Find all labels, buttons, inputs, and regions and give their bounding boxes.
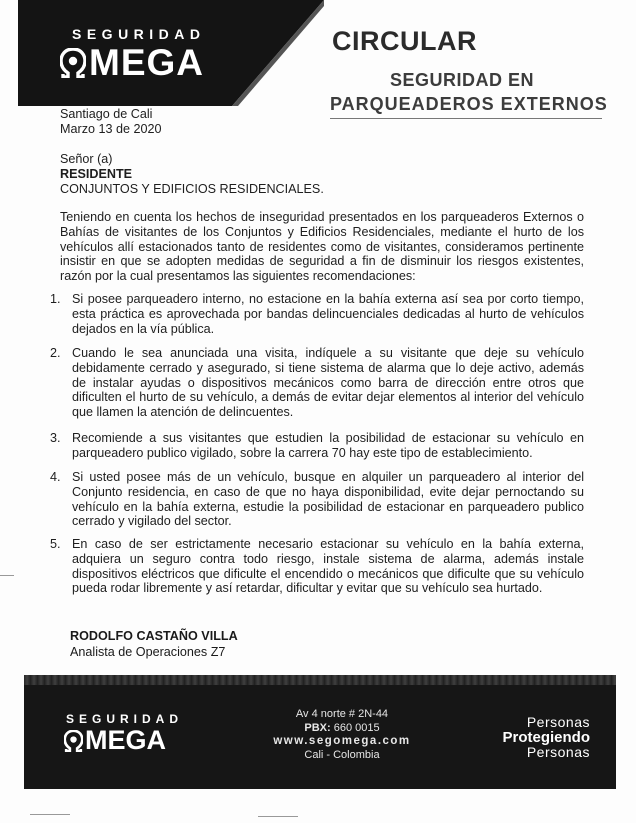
place-date [60,107,162,137]
item-text: Recomiende a sus visitantes que estudien la posibilidad de estacionar su vehículo en parqueadero publico vigilado, sobre la carrera 70 hay este tipo de establecimiento. [72,431,584,460]
item-number: 3. [50,431,61,445]
intro-paragraph: Teniendo en cuenta los hechos de inseguridad presentados en los parqueaderos Externos o Bahías de visitantes de los Conjuntos y Edificios Residenciales, mediante el hurto de los vehículos allí estacionados tanto de residentes como de visitantes, consideramos pertinente insistir en que se adopten medidas de seguridad a fin de disminuir los riesgos existentes, razón por la cual presentamos las siguientes recomendaciones: [60,210,584,284]
omega-shield-icon [60,48,86,78]
item-text: Cuando le sea anunciada una visita, indíquele a su visitante que deje su vehículo debidamente cerrado y asegurado, si tiene sistema de alarma que lo deje activo, además de instalar ayudas o dispositivos mecánicos como barra de dirección entre otros que dificulten el hurto de su vehículo, a demás de evitar dejar elementos al interior del vehículo que llamen la atención de delincuentes. [72,346,584,420]
slogan-line3: Personas [526,744,590,760]
signer-role: Analista de Operaciones Z7 [70,645,226,659]
scan-artifact [30,814,70,815]
logo-tagline: SEGURIDAD [72,26,206,42]
omega-shield-icon [64,730,83,752]
footer-logo-wordmark: MEGA [85,725,166,755]
item-text: Si posee parqueadero interno, no estacione en la bahía externa así sea por corto tiempo, esta práctica es aprovechada por bandas delincuenciales dedicadas al hurto de vehículos dejados en la vía pública. [72,292,584,336]
slogan-line1: Personas [526,714,590,730]
item-number: 4. [50,470,61,484]
slogan-line2: Protegiendo [502,729,590,746]
pbx-number: 660 0015 [333,721,380,734]
company-logo [60,42,204,84]
signature-block [70,628,238,660]
signer-name: RODOLFO CASTAÑO VILLA [70,629,238,643]
city: Cali - Colombia [304,748,380,761]
slogan [490,715,590,759]
logo-wordmark: MEGA [89,42,204,83]
document-title: CIRCULAR [332,26,477,56]
phone-line [252,722,432,736]
scan-artifact [0,575,14,576]
salutation: Señor (a) [60,152,113,166]
recipient: RESIDENTE [60,166,133,181]
place: Santiago de Cali [60,107,153,121]
item-number: 2. [50,346,61,360]
footer-logo [64,725,166,756]
recipient-block [60,152,324,196]
item-text: En caso de ser estrictamente necesario estacionar su vehículo en la bahía externa, adquiera un seguro contra todo riesgo, instale sistema de alarma, además instale dispositivos eléctricos que dificulte el encendido o mecánicos que dificulte que su vehículo pueda rodar libremente y así retardar, dificultar y evitar que su vehículo sea hurtado. [72,537,584,596]
item-text: Si usted posee más de un vehículo, busque en alquiler un parqueadero al interior del Conjunto residencia, en caso de que no haya disponibilidad, evite dejar pernoctando su vehículo en la bahía externa, estudie la posibilidad de estacionar en parqueadero publico cerrado y vigilado del sector. [72,470,584,529]
scan-artifact [258,816,298,817]
footer-texture [24,675,616,685]
recipient-group: CONJUNTOS Y EDIFICIOS RESIDENCIALES. [60,181,324,196]
pbx-label: PBX: [304,721,331,734]
website: www.segomega.com [273,735,411,747]
item-number: 1. [50,292,61,306]
date: Marzo 13 de 2020 [60,121,162,136]
document-subtitle-line2: PARQUEADEROS EXTERNOS [330,94,608,114]
title-underline [330,118,602,119]
document-subtitle-line1: SEGURIDAD EN [390,70,535,90]
address: Av 4 norte # 2N-44 [295,708,389,720]
footer-band [24,675,616,789]
footer-logo-tagline: SEGURIDAD [66,712,184,726]
contact-info [252,708,432,762]
item-number: 5. [50,537,61,551]
